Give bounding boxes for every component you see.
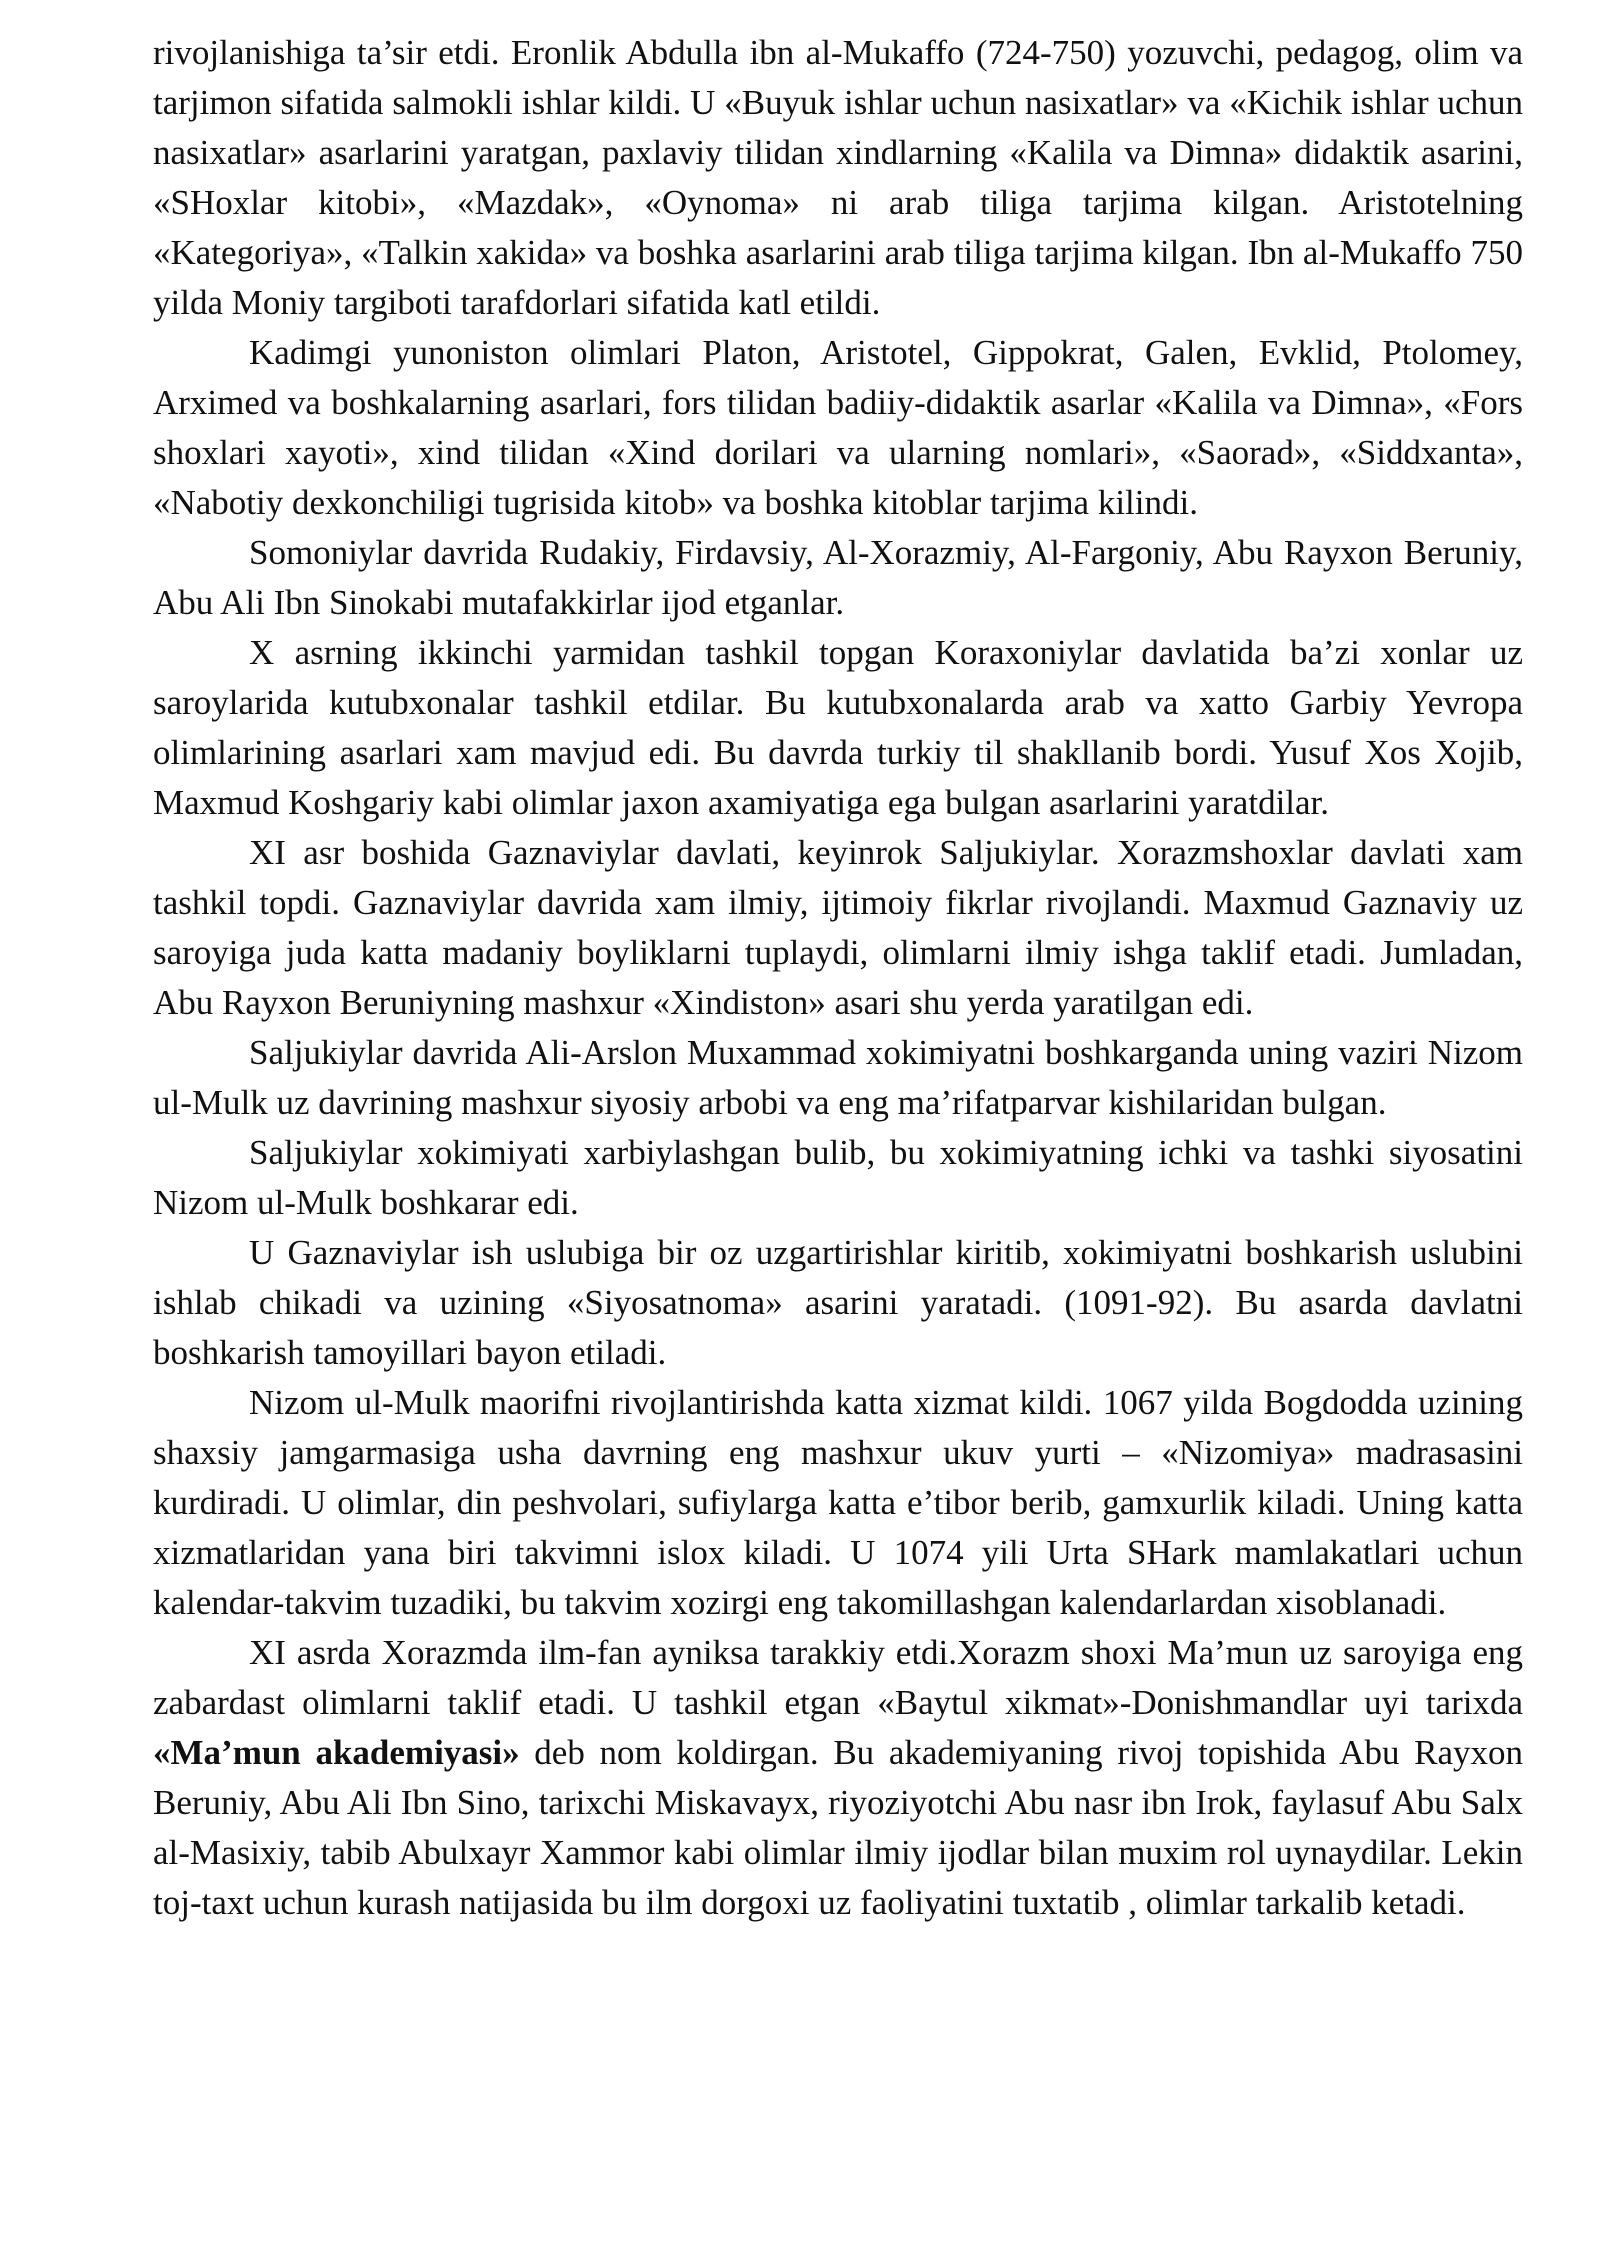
paragraph: U Gaznaviylar ish uslubiga bir oz uzgartirishlar kiritib, xokimiyatni boshkarish uslubini ishlab chikadi va uzining «Siyosatnoma» asarini yaratadi. (1091-92). Bu asarda davlatni boshkarish tamoyillari bayon etiladi.	[153, 1233, 1523, 1372]
paragraph-text: XI asrda Xorazmda ilm-fan ayniksa tarakkiy etdi.Xorazm shoxi Ma’mun uz saroyiga eng zabardast olimlarni taklif etadi. U tashkil etgan «Baytul xikmat»-Donishmandlar uyi tarixda	[153, 1633, 1523, 1722]
paragraph: Somoniylar davrida Rudakiy, Firdavsiy, Al-Xorazmiy, Al-Fargoniy, Abu Rayxon Beruniy, Abu Ali Ibn Sinokabi mutafakkirlar ijod etganlar.	[153, 533, 1523, 622]
paragraph: rivojlanishiga ta’sir etdi. Eronlik Abdulla ibn al-Mukaffo (724-750) yozuvchi, pedagog, olim va tarjimon sifatida salmokli ishlar kildi. U «Buyuk ishlar uchun nasixatlar» va «Kichik ishlar uchun nasixatlar» asarlarini yaratgan, paxlaviy tilidan xindlarning «Kalila va Dimna» didaktik asarini, «SHoxlar kitobi», «Mazdak», «Oynoma» ni arab tiliga tarjima kilgan. Aristotelning «Kategoriya», «Talkin xakida» va boshka asarlarini arab tiliga tarjima kilgan. Ibn al-Mukaffo 750 yilda Moniy targiboti tarafdorlari sifatida katl etildi.	[153, 33, 1523, 322]
paragraph: Kadimgi yunoniston olimlari Platon, Aristotel, Gippokrat, Galen, Evklid, Ptolomey, Arximed va boshkalarning asarlari, fors tilidan badiiy-didaktik asarlar «Kalila va Dimna», «Fors shoxlari xayoti», xind tilidan «Xind dorilari va ularning nomlari», «Saorad», «Siddxanta», «Nabotiy dexkonchiligi tugrisida kitob» va boshka kitoblar tarjima kilindi.	[153, 333, 1523, 522]
paragraph-text: deb nom koldirgan. Bu akademiyaning rivoj topishida Abu Rayxon Beruniy, Abu Ali Ibn Sino, tarixchi Miskavayx, riyoziyotchi Abu nasr ibn Irok, faylasuf Abu Salx al-Masixiy, tabib Abulxayr Xammor kabi olimlar ilmiy ijodlar bilan muxim rol uynaydilar. Lekin toj-taxt uchun kurash natijasida bu ilm dorgoxi uz faoliyatini tuxtatib , olimlar tarkalib ketadi.	[153, 1733, 1523, 1922]
paragraph: Saljukiylar davrida Ali-Arslon Muxammad xokimiyatni boshkarganda uning vaziri Nizom ul-Mulk uz davrining mashxur siyosiy arbobi va eng ma’rifatparvar kishilaridan bulgan.	[153, 1033, 1523, 1122]
paragraph: Nizom ul-Mulk maorifni rivojlantirishda katta xizmat kildi. 1067 yilda Bogdodda uzining shaxsiy jamgarmasiga usha davrning eng mashxur ukuv yurti – «Nizomiya» madrasasini kurdiradi. U olimlar, din peshvolari, sufiylarga katta e’tibor berib, gamxurlik kiladi. Uning katta xizmatlaridan yana biri takvimni islox kiladi. U 1074 yili Urta SHark mamlakatlari uchun kalendar-takvim tuzadiki, bu takvim xozirgi eng takomillashgan kalendarlardan xisoblanadi.	[153, 1383, 1523, 1622]
document-page	[153, 28, 1523, 1928]
paragraph: XI asr boshida Gaznaviylar davlati, keyinrok Saljukiylar. Xorazmshoxlar davlati xam tashkil topdi. Gaznaviylar davrida xam ilmiy, ijtimoiy fikrlar rivojlandi. Maxmud Gaznaviy uz saroyiga juda katta madaniy boyliklarni tuplaydi, olimlarni ilmiy ishga taklif etadi. Jumladan, Abu Rayxon Beruniyning mashxur «Xindiston» asari shu yerda yaratilgan edi.	[153, 833, 1523, 1022]
bold-term: «Ma’mun akademiyasi»	[153, 1733, 520, 1772]
paragraph: Saljukiylar xokimiyati xarbiylashgan bulib, bu xokimiyatning ichki va tashki siyosatini Nizom ul-Mulk boshkarar edi.	[153, 1133, 1523, 1222]
paragraph: X asrning ikkinchi yarmidan tashkil topgan Koraxoniylar davlatida ba’zi xonlar uz saroylarida kutubxonalar tashkil etdilar. Bu kutubxonalarda arab va xatto Garbiy Yevropa olimlarining asarlari xam mavjud edi. Bu davrda turkiy til shakllanib bordi. Yusuf Xos Xojib, Maxmud Koshgariy kabi olimlar jaxon axamiyatiga ega bulgan asarlarini yaratdilar.	[153, 633, 1523, 822]
paragraph	[153, 1628, 1523, 1928]
